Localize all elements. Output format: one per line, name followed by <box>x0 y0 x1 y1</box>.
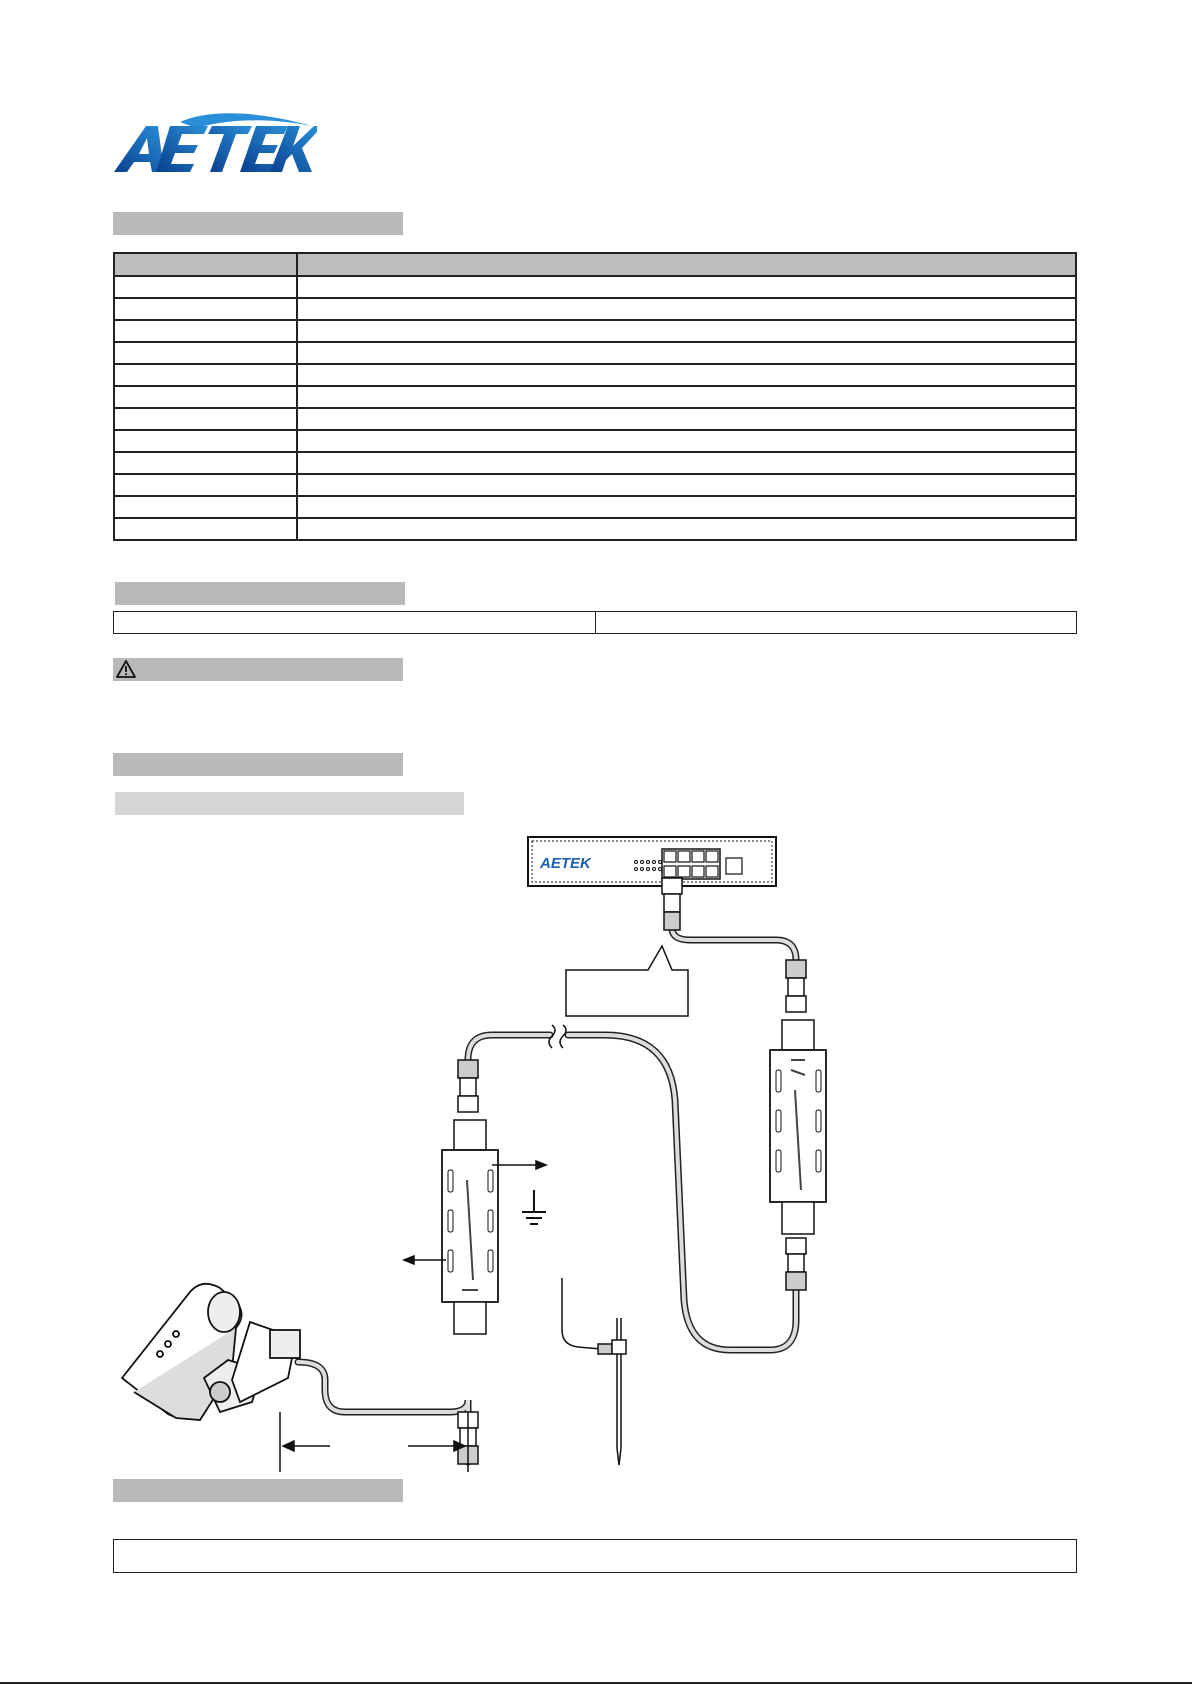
table-cell <box>114 364 297 386</box>
table-cell <box>297 430 1076 452</box>
table-row <box>114 386 1076 408</box>
table-row <box>114 320 1076 342</box>
table-header-cell <box>114 253 297 276</box>
table-cell <box>114 452 297 474</box>
table-row <box>114 612 1077 634</box>
surge-protector-camera-side <box>442 1120 498 1334</box>
table-cell <box>114 386 297 408</box>
table-cell <box>114 298 297 320</box>
table-header-cell <box>297 253 1076 276</box>
table-row <box>114 298 1076 320</box>
section-bar-notes <box>113 1479 403 1502</box>
table-cell <box>297 452 1076 474</box>
table-row <box>114 408 1076 430</box>
subsection-bar-installation <box>115 792 464 815</box>
table-cell <box>595 612 1077 634</box>
ip-camera <box>122 1284 300 1420</box>
table-row <box>114 496 1076 518</box>
table-cell <box>114 474 297 496</box>
section-bar-caution <box>113 658 403 681</box>
section-bar-package-contents <box>115 582 405 605</box>
warning-icon <box>115 659 137 679</box>
table-row <box>114 518 1076 540</box>
table-cell <box>297 408 1076 430</box>
installation-diagram <box>0 820 1192 1480</box>
switch-logo: AETEK <box>540 855 591 872</box>
section-bar-specifications <box>113 212 403 235</box>
rj45-plugs <box>458 878 806 1464</box>
table-cell <box>114 430 297 452</box>
table-row <box>114 474 1076 496</box>
poe-switch <box>528 837 776 886</box>
table-cell <box>297 276 1076 298</box>
table-cell <box>297 364 1076 386</box>
surge-protector-switch-side <box>770 1020 826 1234</box>
table-cell <box>114 408 297 430</box>
table-cell <box>297 496 1076 518</box>
aetek-logo <box>112 112 317 174</box>
table-row <box>114 452 1076 474</box>
table-header-row <box>114 253 1076 276</box>
table-cell <box>297 298 1076 320</box>
table-row <box>114 430 1076 452</box>
table-cell <box>297 320 1076 342</box>
specification-table <box>113 252 1077 541</box>
table-cell <box>297 386 1076 408</box>
note-box <box>113 1539 1077 1573</box>
table-cell <box>297 474 1076 496</box>
table-cell <box>114 496 297 518</box>
page-bottom-rule <box>0 1682 1192 1684</box>
table-row <box>114 364 1076 386</box>
table-cell <box>114 276 297 298</box>
ground-icon <box>522 1190 546 1224</box>
table-cell <box>114 518 297 540</box>
table-row <box>114 342 1076 364</box>
package-contents-table <box>113 611 1077 634</box>
callout-bubble <box>566 946 688 1016</box>
table-cell <box>114 612 596 634</box>
table-cell <box>114 342 297 364</box>
ground-rod <box>562 1278 626 1465</box>
section-bar-installation <box>113 753 403 776</box>
table-cell <box>297 342 1076 364</box>
table-cell <box>297 518 1076 540</box>
table-row <box>114 276 1076 298</box>
table-cell <box>114 320 297 342</box>
